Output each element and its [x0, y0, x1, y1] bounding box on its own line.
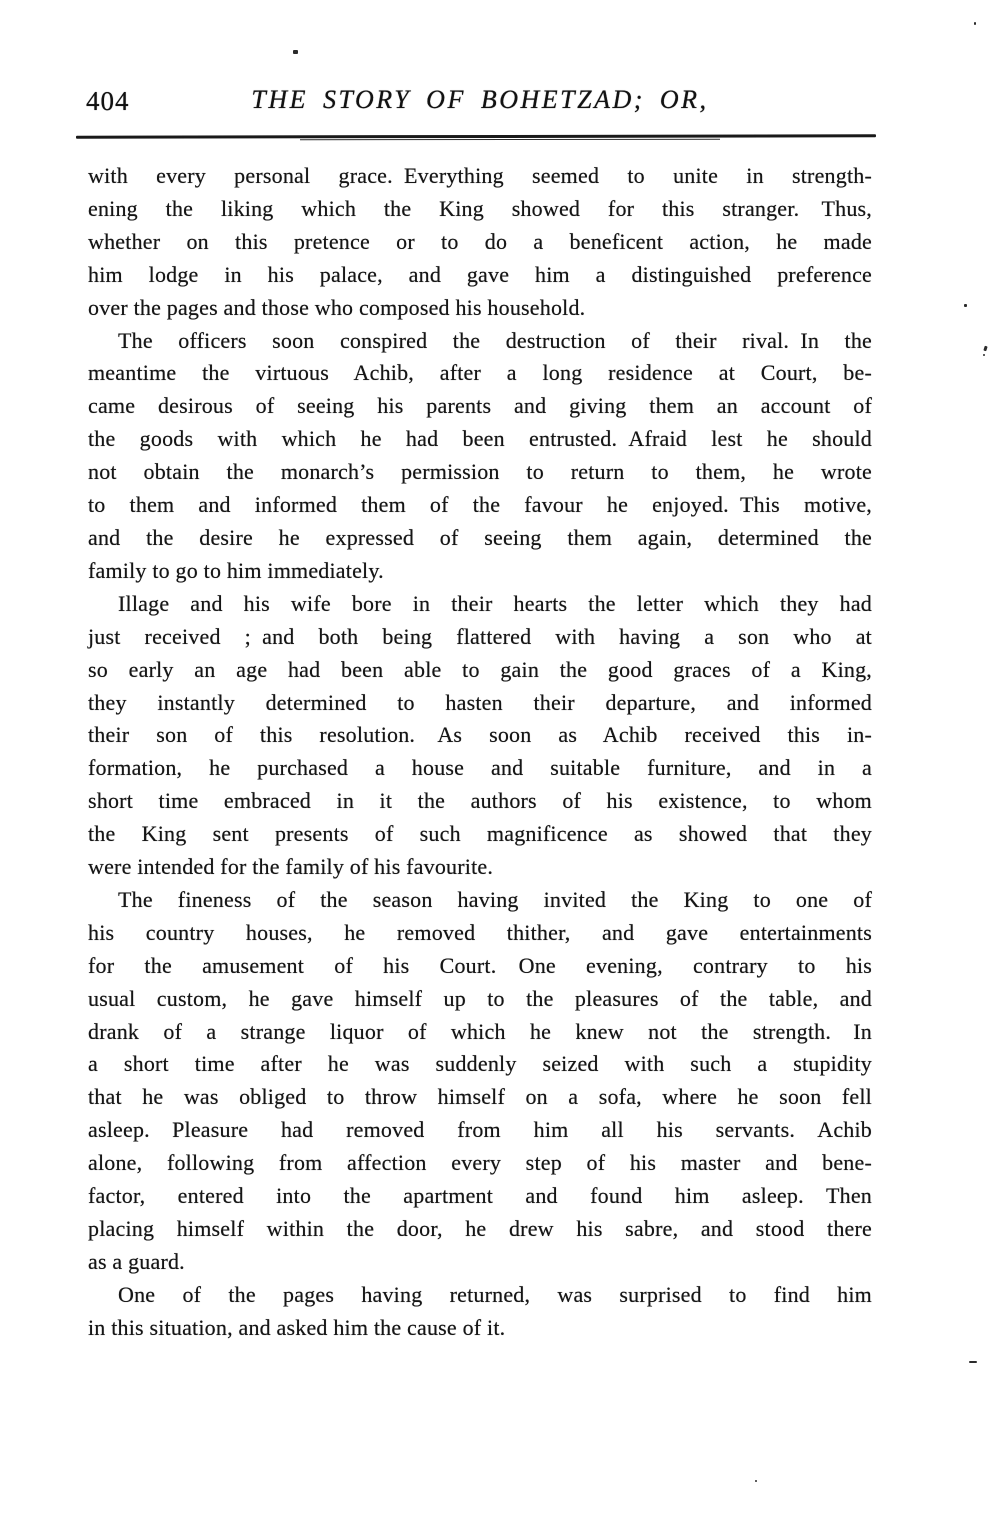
text-line: The officers soon conspired the destruction of their rival. In the — [118, 327, 872, 353]
text-line: formation, he purchased a house and suitable furniture, and in a — [88, 755, 872, 781]
text-line: a short time after he was suddenly seized with such a stupidity — [88, 1051, 872, 1077]
paragraph — [88, 884, 872, 1279]
text-line: their son of this resolution. As soon as Achib received this in- — [88, 722, 872, 748]
text-line: him lodge in his palace, and gave him a distinguished preference — [88, 261, 872, 287]
text-line: drank of a strange liquor of which he knew not the strength. In — [88, 1018, 872, 1044]
text-line: meantime the virtuous Achib, after a long residence at Court, be- — [88, 360, 872, 386]
text-line: family to go to him immediately. — [88, 557, 384, 583]
text-line: over the pages and those who composed his household. — [88, 294, 586, 320]
text-line: asleep. Pleasure had removed from him all his servants. Achib — [88, 1117, 872, 1143]
text-line: Illage and his wife bore in their hearts the letter which they had — [118, 590, 872, 616]
text-line: the goods with which he had been entrusted. Afraid lest he should — [88, 426, 872, 452]
paragraph — [88, 160, 872, 325]
paragraph — [88, 1279, 872, 1345]
header-rule-shadow — [300, 139, 720, 141]
paragraph — [88, 325, 872, 588]
text-line: his country houses, he removed thither, and gave entertainments — [88, 919, 872, 945]
text-line: that he was obliged to throw himself on a sofa, where he soon fell — [88, 1084, 872, 1110]
text-line: they instantly determined to hasten their departure, and informed — [88, 689, 872, 715]
text-line: not obtain the monarch’s permission to return to them, he wrote — [88, 459, 872, 485]
text-line: and the desire he expressed of seeing them again, determined the — [88, 524, 872, 550]
scan-speck — [983, 346, 987, 352]
text-line: as a guard. — [88, 1248, 185, 1274]
scan-speck — [983, 354, 985, 356]
text-line: whether on this pretence or to do a beneficent action, he made — [88, 228, 872, 254]
text-line: for the amusement of his Court. One evening, contrary to his — [88, 952, 872, 978]
text-line: in this situation, and asked him the cause of it. — [88, 1314, 506, 1340]
text-line: came desirous of seeing his parents and giving them an account of — [88, 393, 872, 419]
text-line: placing himself within the door, he drew his sabre, and stood there — [88, 1216, 872, 1241]
text-line: so early an age had been able to gain the good graces of a King, — [88, 656, 872, 682]
text-line: just received ; and both being flattered with having a son who at — [88, 623, 872, 649]
scan-speck — [755, 1480, 757, 1482]
text-line: short time embraced in it the authors of his existence, to whom — [88, 788, 872, 814]
text-line: the King sent presents of such magnificence as showed that they — [88, 821, 872, 847]
header-rule — [76, 134, 876, 138]
text-line: usual custom, he gave himself up to the pleasures of the table, and — [88, 985, 872, 1011]
text-line: alone, following from affection every step of his master and bene- — [88, 1150, 872, 1176]
text-line: The fineness of the season having invited the King to one of — [118, 886, 872, 912]
text-block — [88, 160, 872, 1345]
text-line: ening the liking which the King showed for this stranger. Thus, — [88, 195, 872, 221]
paragraph — [88, 588, 872, 884]
page-number: 404 — [86, 86, 130, 116]
text-line: to them and informed them of the favour he enjoyed. This motive, — [88, 492, 872, 518]
text-line: were intended for the family of his favourite. — [88, 854, 494, 880]
scan-speck — [293, 50, 298, 54]
text-line: with every personal grace. Everything seemed to unite in strength- — [88, 163, 872, 188]
text-line: factor, entered into the apartment and found him asleep. Then — [88, 1183, 872, 1209]
scan-speck — [964, 304, 967, 307]
running-title: THE STORY OF BOHETZAD; OR, — [251, 85, 709, 114]
scan-speck — [974, 22, 976, 25]
text-line: One of the pages having returned, was surprised to find him — [118, 1281, 872, 1307]
scan-speck — [969, 1361, 977, 1363]
